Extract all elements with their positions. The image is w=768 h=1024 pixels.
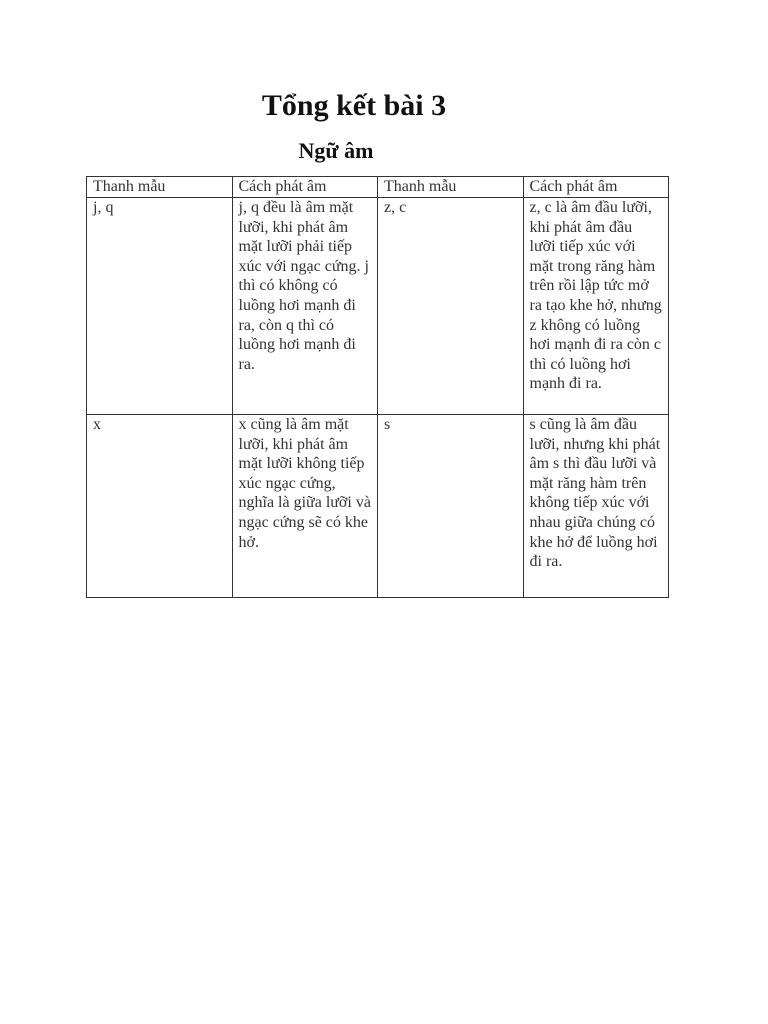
- initial-cell: z, c: [378, 198, 524, 415]
- pronunciation-cell: x cũng là âm mặt lưỡi, khi phát âm mặt lưỡi không tiếp xúc ngạc cứng, nghĩa là giữa lưỡi và ngạc cứng sẽ có khe hở.: [232, 415, 378, 598]
- initials-table: [86, 176, 669, 598]
- initial-cell: x: [87, 415, 233, 598]
- header-pronunciation-2: Cách phát âm: [523, 177, 669, 198]
- section-heading: Ngữ âm: [298, 138, 374, 163]
- initial-cell: j, q: [87, 198, 233, 415]
- pronunciation-cell: z, c là âm đầu lưỡi, khi phát âm đầu lưỡi tiếp xúc với mặt trong răng hàm trên rồi lập tức mở ra tạo khe hở, nhưng z không có luồng hơi mạnh đi ra còn c thì có luồng hơi mạnh đi ra.: [523, 198, 669, 415]
- pronunciation-cell: j, q đều là âm mặt lưỡi, khi phát âm mặt lưỡi phải tiếp xúc với ngạc cứng. j thì có không có luồng hơi mạnh đi ra, còn q thì có luồng hơi mạnh đi ra.: [232, 198, 378, 415]
- header-initial-2: Thanh mẫu: [378, 177, 524, 198]
- table-header-row: [87, 177, 669, 198]
- page-title: Tổng kết bài 3: [261, 89, 447, 122]
- header-pronunciation-1: Cách phát âm: [232, 177, 378, 198]
- header-initial-1: Thanh mẫu: [87, 177, 233, 198]
- table-row: [87, 415, 669, 598]
- initial-cell: s: [378, 415, 524, 598]
- pronunciation-cell: s cũng là âm đầu lưỡi, nhưng khi phát âm s thì đầu lưỡi và mặt răng hàm trên không tiếp xúc với nhau giữa chúng có khe hở để luồng hơi đi ra.: [523, 415, 669, 598]
- table-row: [87, 198, 669, 415]
